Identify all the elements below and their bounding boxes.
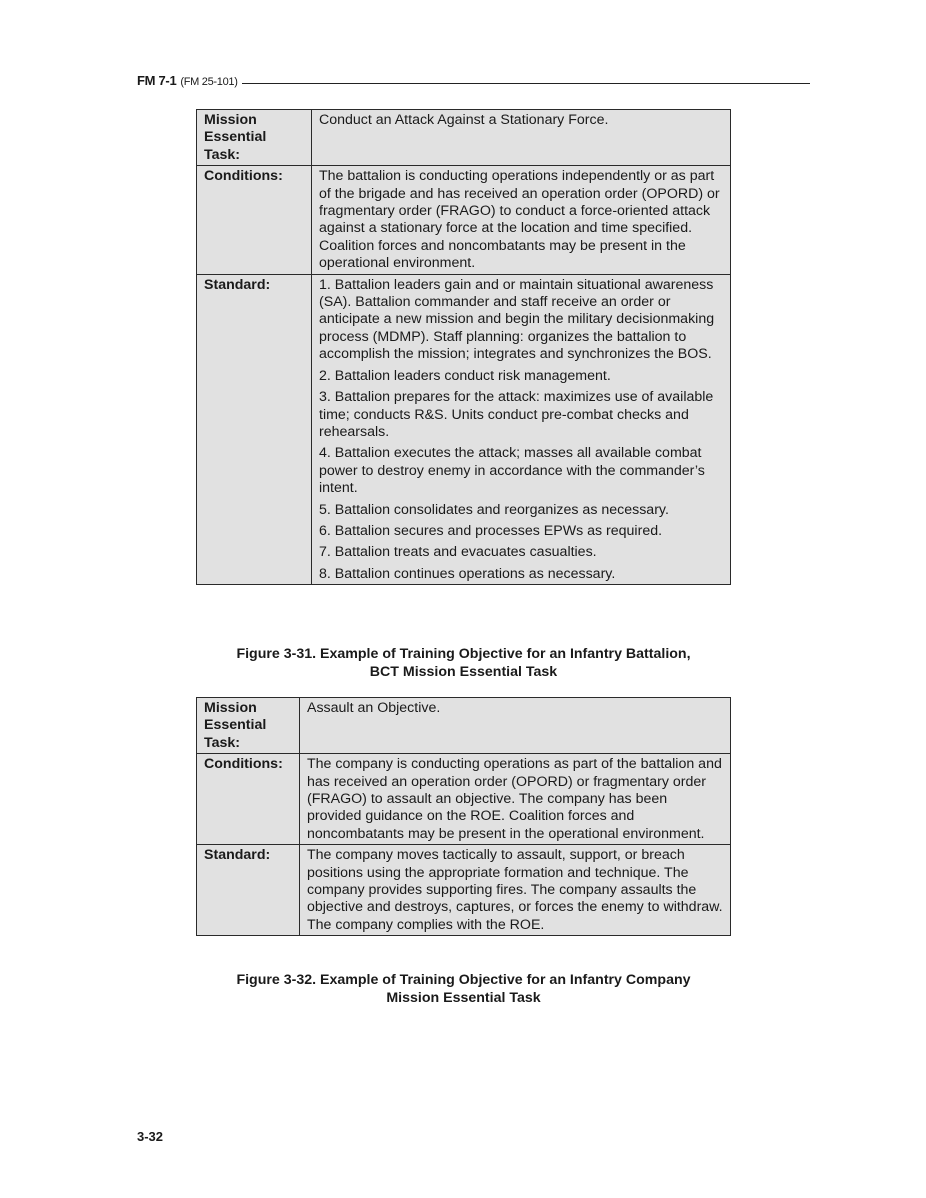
standard-label: Standard: [197, 274, 312, 585]
running-header [137, 73, 810, 88]
standard-item: 8. Battalion continues operations as necessary. [319, 565, 616, 582]
standard-item: 5. Battalion consolidates and reorganizes as necessary. [319, 501, 669, 518]
table-row-conditions [197, 166, 731, 274]
conditions-label: Conditions: [197, 754, 300, 845]
standard-item: 2. Battalion leaders conduct risk management. [319, 367, 611, 384]
caption-line: BCT Mission Essential Task [369, 664, 558, 680]
training-objective-table-battalion [196, 109, 731, 585]
conditions-value: The battalion is conducting operations independently or as part of the brigade and has received an operation order (OPORD) or fragmentary order (FRAGO) to conduct a force-oriented attack against a stationary force at the location and time specified. Coalition forces and noncombatants may be present in the operational environment. [312, 166, 731, 274]
manual-title: FM 7-1 [137, 73, 177, 88]
conditions-label: Conditions: [197, 166, 312, 274]
task-value: Assault an Objective. [300, 698, 731, 754]
conditions-value: The company is conducting operations as part of the battalion and has received an operation order (OPORD) or fragmentary order (FRAGO) to assault an objective. The company has been provided guidance on the ROE. Coalition forces and noncombatants may be present in the operational environment. [300, 754, 731, 845]
standard-value [312, 274, 731, 585]
standard-item: 3. Battalion prepares for the attack: maximizes use of available time; conducts R&S. Units conduct pre-combat checks and rehearsals. [319, 389, 714, 440]
task-value: Conduct an Attack Against a Stationary Force. [312, 110, 731, 166]
table-row-standard [197, 845, 731, 936]
table-row-task [197, 110, 731, 166]
table-row-task [197, 698, 731, 754]
figure-caption-3-31 [196, 645, 731, 681]
table-row-conditions [197, 754, 731, 845]
training-objective-table-company [196, 697, 731, 936]
caption-line: Figure 3-31. Example of Training Objective for an Infantry Battalion, [236, 646, 691, 662]
page-number: 3-32 [137, 1129, 164, 1144]
standard-item: 4. Battalion executes the attack; masses all available combat power to destroy enemy in accordance with the commander’s intent. [319, 445, 705, 497]
figure-caption-3-32 [196, 971, 731, 1007]
standard-label: Standard: [197, 845, 300, 936]
manual-subtitle: (FM 25-101) [180, 76, 238, 88]
standard-item: 7. Battalion treats and evacuates casualties. [319, 544, 597, 561]
task-label: Mission Essential Task: [197, 110, 312, 166]
standard-value: The company moves tactically to assault, support, or breach positions using the appropriate formation and technique. The company provides supporting fires. The company assaults the objective and destroys, captures, or forces the enemy to withdraw. The company complies with the ROE. [300, 845, 731, 936]
caption-line: Mission Essential Task [386, 990, 541, 1006]
task-label: Mission Essential Task: [197, 698, 300, 754]
standard-item: 6. Battalion secures and processes EPWs as required. [319, 522, 663, 539]
standard-item: 1. Battalion leaders gain and or maintain situational awareness (SA). Battalion commander and staff receive an order or anticipate a new mission and begin the military decisionmaking process (MDMP). Staff planning: organizes the battalion to accomplish the mission; integrates and synchronizes the BOS. [319, 276, 715, 363]
caption-line: Figure 3-32. Example of Training Objective for an Infantry Company [236, 972, 691, 988]
header-rule [242, 83, 810, 84]
table-row-standard [197, 274, 731, 585]
